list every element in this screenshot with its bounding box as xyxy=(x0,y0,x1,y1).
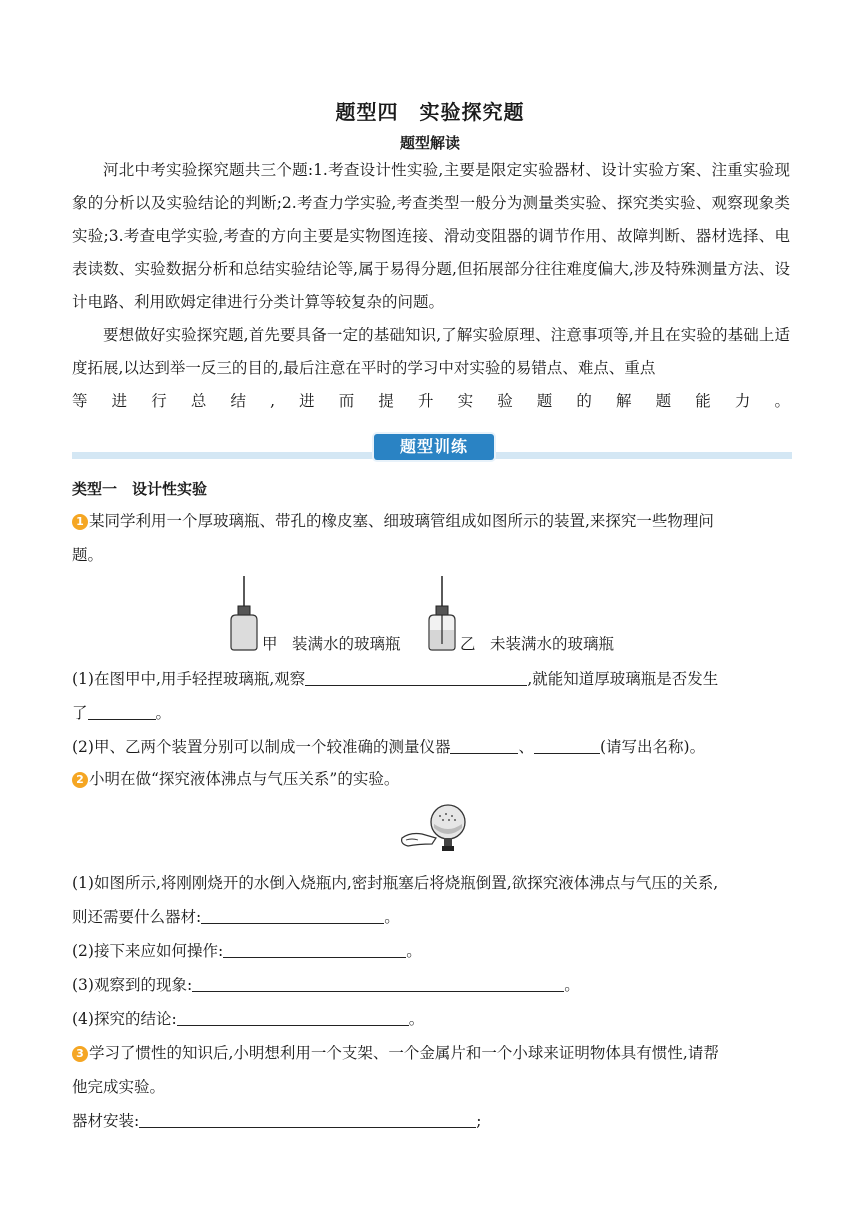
section-subtitle: 题型解读 xyxy=(399,134,460,152)
fig-b-caption: 未装满水的玻璃瓶 xyxy=(490,635,615,653)
q2-sub2-blank[interactable] xyxy=(223,941,406,958)
bottle-full-figure xyxy=(226,574,262,652)
q2-sub4-blank[interactable] xyxy=(177,1009,409,1026)
q2-number-badge: 2 xyxy=(72,772,88,788)
q1-number-badge: 1 xyxy=(72,514,88,530)
q1-sub2-blank-1[interactable] xyxy=(450,737,518,754)
q3-install-blank[interactable] xyxy=(139,1111,476,1128)
section-heading: 类型一 设计性实验 xyxy=(72,480,208,498)
q1-sub2-blank-2[interactable] xyxy=(534,737,600,754)
training-banner: 题型训练 xyxy=(374,434,494,460)
q3-stem-cont: 他完成实验。 xyxy=(72,1078,166,1096)
q2-sub4: (4)探究的结论: 。 xyxy=(72,1010,425,1028)
q2-stem: 2 小明在做“探究液体沸点与气压关系”的实验。 xyxy=(72,768,399,790)
q2-sub1-blank[interactable] xyxy=(201,907,384,924)
intro-paragraph-2: 要想做好实验探究题,首先要具备一定的基础知识,了解实验原理、注意事项等,并且在实验的基础上适度拓展,以达到举一反三的目的,最后注意在平时的学习中对实验的易错点、难点、重点 xyxy=(72,326,790,377)
intro-paragraph-1: 河北中考实验探究题共三个题:1.考查设计性实验,主要是限定实验器材、设计实验方案、注重实验现象的分析以及实验结论的判断;2.考查力学实验,考查类型一般分为测量类实验、探究类实验、观察现象类实验;3.考查电学实验,考查的方向主要是实物图连接、滑动变阻器的调节作用、故障判断、器材选择、电表读数、实验数据分析和总结实验结论等,属于易得分题,但拓展部分往往难度偏大,涉及特殊测量方法、设计电路、利用欧姆定律进行分类计算等较复杂的问题。 xyxy=(72,161,790,311)
bottle-partial-figure xyxy=(424,574,460,652)
q1-stem: 1 某同学利用一个厚玻璃瓶、带孔的橡皮塞、细玻璃管组成如图所示的装置,来探究一些物理问 xyxy=(72,510,714,532)
fig-b-label: 乙 xyxy=(460,635,476,653)
q3-number-badge: 3 xyxy=(72,1046,88,1062)
q3-stem: 3 学习了惯性的知识后,小明想利用一个支架、一个金属片和一个小球来证明物体具有惯性,请帮 xyxy=(72,1042,719,1064)
q2-sub1-cont: 则还需要什么器材: 。 xyxy=(72,908,400,926)
q2-sub3: (3)观察到的现象: 。 xyxy=(72,976,580,994)
q1-sub1-blank-1[interactable] xyxy=(305,669,527,686)
flask-figure xyxy=(396,800,476,858)
q1-sub2: (2)甲、乙两个装置分别可以制成一个较准确的测量仪器 、 (请写出名称)。 xyxy=(72,738,706,756)
intro-paragraph-2-last-line: 等进行总结,进而提升实验题的解题能力。 xyxy=(72,392,790,410)
fig-a-label: 甲 xyxy=(262,635,278,653)
q1-stem-cont: 题。 xyxy=(72,546,104,564)
page-title: 题型四 实验探究题 xyxy=(335,100,525,124)
q3-install: 器材安装: ; xyxy=(72,1112,482,1130)
q1-sub1-blank-2[interactable] xyxy=(88,703,156,720)
q2-sub3-blank[interactable] xyxy=(192,975,564,992)
fig-a-caption: 装满水的玻璃瓶 xyxy=(292,635,401,653)
q1-sub1: (1)在图甲中,用手轻捏玻璃瓶,观察 ,就能知道厚玻璃瓶是否发生 xyxy=(72,670,719,688)
q1-sub1-cont: 了 。 xyxy=(72,704,172,722)
q2-sub1: (1)如图所示,将刚刚烧开的水倒入烧瓶内,密封瓶塞后将烧瓶倒置,欲探究液体沸点与气压的关系, xyxy=(72,874,719,892)
q2-sub2: (2)接下来应如何操作: 。 xyxy=(72,942,422,960)
